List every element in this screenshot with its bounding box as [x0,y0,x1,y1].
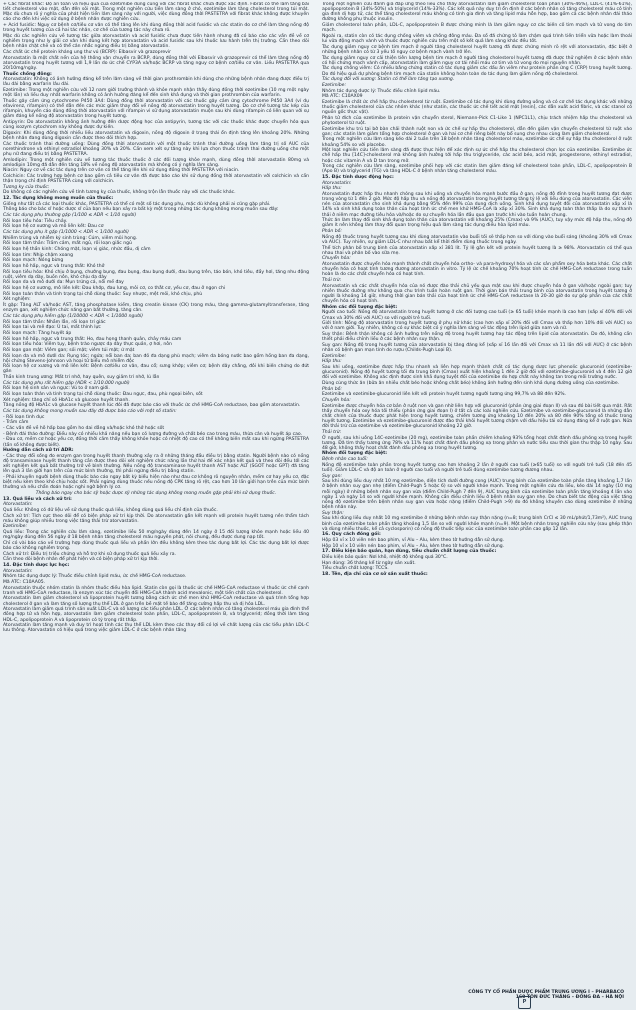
subheading-text: Hấp thu: [322,186,342,192]
paragraph-text: Giảm cholesterol toàn phần, LDL-C, apolipoprotein B được chứng minh là làm giảm nguy cơ các biến cố tim mạch và tử vong do tim mạch. [322,23,632,34]
paragraph-text: - Rối loạn tình dục [3,414,45,420]
paragraph-text: Tác dụng giảm nguy cơ cải thiện tiên lượng bệnh tim mạch ở người tăng cholesterol huyết tương đã được thử nghiệm ở các bệnh nhân có hội chứng mạch vành cấp, atorvastatin làm giảm nguy cơ tái nhồi máu cơ tim và tử vong do mọi nguyên nhân. [322,55,632,66]
subheading-text: Thải trừ: [322,429,342,435]
paragraph-text: Thông báo cho bác sĩ hoặc dược sĩ của bạn nếu bạn xảy ra bất kỳ một trong những tác dụng không mong muốn sau đây: [3,207,279,213]
paragraph-text: Thể tích phân bố trung bình của atorvastatin xấp xỉ 381 lít. Tỷ lệ gắn kết với protein huyết tương là ≥ 98%. Atorvastatin có thể qua nhau thai và phân bố vào sữa mẹ. [322,245,632,256]
paragraph-text: Thần kinh trung ương: Mất trí nhớ, hay quên, suy giảm trí nhớ, lú lẫn [3,375,160,381]
paragraph-text: Tác dụng chống viêm: Có nhiều bằng chứng statin có tác dụng giảm các dấu ấn viêm như protein phản ứng C (CRP) trong huyết tương. Do đó hiệu quả dự phòng bệnh tim mạch của statin không hoàn toàn do tác dụng làm giảm nồng độ cholesterol. [322,66,632,77]
paragraph-text: Ezetimibe và ezetimibe-glucuronid liên kết với protein huyết tương người tương ứng 99,7% và 88 đến 92%. [322,392,567,398]
paragraph-text: Điều kiện bảo quản: Nơi khô, nhiệt độ không quá 30°C. [322,554,448,560]
paragraph-text: Rối loạn hệ cơ xương và mô liên kết: Bệnh cơ/tiêu cơ vân, đau cổ; sưng khớp; viêm cơ; bệnh dây chằng, đôi khi biến chứng do đứt gân [3,364,309,375]
paragraph-text: Chỉ có vài báo cáo về trường hợp dùng thuốc quá liều và phần lớn đều không kèm theo tác dụng bất lợi. Các tác dụng bất lợi được báo cáo không nghiêm trọng. [3,540,309,551]
paragraph-text: Mã ATC: C10AX09 [322,94,363,100]
subheading-text: Chuyển hóa: [322,256,351,262]
paragraph-text: - Bệnh đái tháo đường: Điều này có nhiều khả năng nếu bạn có lượng đường và chất béo cao trong máu, thừa cân và huyết áp cao. [3,431,303,437]
subheading-text: Các tác dụng phụ hiếm gặp (1/10000 < ADR < 1/1000 người) [3,313,144,319]
paragraph-text: - Các vấn đề về hô hấp bao gồm ho dai dẳng và/hoặc khó thở hoặc sốt [3,426,165,432]
paragraph-text: Atorvastatin được chuyển hóa mạnh thành chất chuyển hóa ortho- và para-hydroxyl hóa và các sản phẩm oxy hóa beta khác. Các chất chuyển hóa có hoạt tính tương đương atorvastatin in vitro. Tỷ lệ ức chế khoảng 70% hoạt tính ức chế HMG-CoA reductase trong tuần hoàn là do các chất chuyển hóa có hoạt tính. [322,262,632,278]
section-heading: 13. Quá liều và cách xử trí: [3,496,72,502]
section-heading: Thuốc chống đông: [3,71,52,77]
subheading-text: Ezetimibe: [3,524,28,530]
paragraph-text: Hạn dùng: 36 tháng kể từ ngày sản xuất. [322,560,416,566]
paragraph-text: Rối loạn hệ thần kinh: Chóng mặt, loạn vị giác, nhức đầu, dị cảm [3,247,151,253]
subheading-text: Các tác dụng phụ ít gặp (1/1000 < ADR < 1/100 người) [3,230,129,236]
subheading-text: Ezetimibe: [322,353,347,359]
paragraph-text: Trong một nghiên cứu lâm sàng kéo dài 2 tuần trên 18 bệnh nhân tăng cholesterol máu, ezetimibe ức chế sự hấp thu cholesterol ở ruột khoảng 54% so với placebo. [322,137,632,148]
subheading-text: Phân bố: [322,229,342,235]
paragraph-text: Rối loạn tâm thần: Nhầm lẫn, rối loạn trí giác [3,319,106,325]
paragraph-text: Thuốc gây cảm ứng cytochrome P450 3A4: Dùng đồng thời atorvastatin với các thuốc gây cảm ứng cytochrome P450 3A4 (ví dụ efavirenz, rifampin) có thể dẫn đến các mức giảm thay đổi về nồng độ atorvastatin trong huyết tương. Do cơ chế tương tác kép của rifampin, khuyến cáo dùng đồng thời atorvastatin với rifampin vì sử dụng atorvastatin muộn sau khi dùng rifampin có liên quan với sự giảm đáng kể nồng độ atorvastatin trong huyết tương. [3,98,309,120]
section-heading: 12. Tác dụng không mong muốn của thuốc: [3,196,114,202]
paragraph-text: - Phải khuyên người bệnh dùng thuốc báo cáo ngay bất kỳ biểu hiện nào như đau cơ không rõ nguyên nhân, mềm cơ hay yếu cơ, đặc biệt nếu kèm theo khó chịu hoặc sốt. Phải ngừng dùng thuốc nếu nồng độ CPK tăng rõ rệt, cao hơn 10 lần giới hạn trên của mức bình thường và nếu chẩn đoán hoặc nghi ngờ bệnh lý cơ. [3,474,309,491]
paragraph-text: Giống như tất cả các loại thuốc khác, PASTETRA có thể có một số tác dụng phụ, mặc dù không phải ai cũng gặp phải. [3,201,271,207]
paragraph-text: Tăng nồng độ HbA1c và glucose huyết thanh lúc đói đã được báo cáo với thuốc ức chế HMG-CoA reductase, bao gồm atorvastatin. [3,403,301,409]
subheading-text: Thông báo ngay cho bác sỹ hoặc dược sỹ những tác dụng không mong muốn gặp phải khi sử dụng thuốc. [35,490,277,496]
paragraph-text: Giới tính: Nồng độ atorvastatin trong huyết tương ở phụ nữ khác (cao hơn xấp xỉ 20% đối với Cmax và thấp hơn 10% đối với AUC) so với ở nam giới. Tuy nhiên, không có sự khác biệt có ý nghĩa lâm sàng về tác động trên lipid giữa nam và nữ. [322,321,632,332]
paragraph-text: Rối loạn hô hấp, ngực và trung thất: Khó thở [3,264,105,269]
paragraph-text: Rối loạn tâm thần: Trầm cảm, mất ngủ, rối loạn giấc ngủ [3,241,132,247]
paragraph-text: Một loạt nghiên cứu tiền lâm sàng đã được thực hiện để xác định sự ức chế hấp thu cholesterol chọn lọc của ezetimibe. Ezetimibe ức chế hấp thu [14C]-cholesterol mà không ảnh hưởng tới hấp thu triglyceride, các acid béo, acid mật, progesterone, ethinyl estradiol, hoặc các vitamin A và D tan trong mỡ. [322,148,632,164]
subheading-text: Atorvastatin: [3,502,33,508]
section-heading: 14. Đặc tính dược lực học: [3,562,70,568]
subheading-text: Atorvastatin: [3,568,33,574]
section-heading: 15. Đặc tính dược động học: [322,175,394,180]
paragraph-text: Atorvastatin làm giảm quá trình sản xuất LDL-C và số lượng các tiểu phân LDL. Ở các bệnh nhân có tăng cholesterol máu gia đình thể đồng hợp tử và hỗn hợp, atorvastatin làm giảm cholesterol toàn phần, LDL-C, apolipoprotein B, và triglycerid; đồng thời làm tăng HDL-C, apolipoprotein A và lipoprotein có tỷ trọng rất thấp. [3,607,309,623]
section-heading: 16. Quy cách đóng gói: [322,532,381,538]
paragraph-text: Rối loạn hệ cơ xương và mô liên kết: Đau cơ [3,224,104,230]
subheading-text: Thải trừ: [322,277,342,283]
paragraph-text: Các thuốc tránh thai đường uống: Dùng đồng thời atorvastatin với một thuốc tránh thai đường uống làm tăng trị số AUC của norethindrone và ethinyl estradiol khoảng 30% và 20%. Cần xem xét sự tăng này khi lựa chọn thuốc tránh thai đường uống cho một phụ nữ đang điều trị bằng PASTETRA. [3,141,309,157]
paragraph-text: Dùng cùng thức ăn (bữa ăn nhiều chất béo hoặc không chất béo) không ảnh hưởng đến sinh khả dụng đường uống của ezetimibe. [322,380,620,386]
paragraph-text: Rối loạn da và mô dưới da: Rụng tóc; ngứa; nổi ban da; ban đỏ đa dạng phù mạch; viêm da bóng nước bao gồm hồng ban đa dạng, hội chứng Stevens-Johnson và hoại tử biểu mô nhiễm độc [3,353,309,364]
paragraph-text: Atorvastatin thuộc nhóm statin là nhóm thuốc điều hòa lipid. Statin còn gọi là thuốc ức chế HMG-CoA reductase vì thuốc ức chế cạnh tranh với HMG-CoA reductase, là enzym xúc tác chuyển đổi HMG-CoA thành acid mevalonic, một tiền chất của cholesterol. [3,585,309,596]
paragraph-text: Rối loạn mạch: Tăng huyết áp [3,330,72,336]
subheading-text: Atorvastatin: [322,180,352,186]
paragraph-text: + Acid fusidic: Nguy cơ bệnh cơ/tiêu cơ vân có thể tăng lên khi dùng đồng thời acid fusidic và các statin do cơ chế làm tăng nồng độ trong huyết tương của cả hai tác nhân, cơ chế của tương tác này chưa rõ. [3,23,309,34]
paragraph-text: Do không có các nghiên cứu về tính tương kỵ của thuốc, không trộn lẫn thuốc này với các thuốc khác. [3,190,236,196]
paragraph-text: Rối loạn mạch: Nóng bừng [3,258,64,264]
manufacturer-footer [322,990,632,1010]
paragraph-text: Tiêu chuẩn chất lượng: TCCS. [322,566,389,572]
paragraph-text: Rối loạn tai và mê đạo: Ù tai, mất thính lực [3,325,101,331]
paragraph-text: - Trầm cảm [3,420,29,426]
paragraph-text: Rối loạn toàn thân và tình trạng tại chỗ dùng thuốc: Đau ngực, đau, phù ngoại biên, sốt [3,392,203,398]
subheading-text: Suy thận: [322,510,344,516]
subheading-text: Các tác dụng phụ thường gặp (1/100 ≤ ADR < 1/10 người) [3,213,137,219]
paragraph-text: + Các fibrat khác: Độ an toàn và hiệu quả của ezetimibe dùng cùng với các fibrat khác chưa được xác định. Fibrat có thể làm tăng bài tiết cholesterol vào mật, dẫn đến sỏi mật. Trong một nghiên cứu tiền lâm sàng ở chó, ezetimibe làm tăng cholesterol trong túi mật. Mặc dù chưa rõ ý nghĩa của phát hiện tiền lâm sàng này với người, việc dùng đồng thời PASTETRA với fibrat khác không được khuyến cáo cho đến khi việc sử dụng ở bệnh nhân được nghiên cứu. [3,2,309,23]
paragraph-text: - Các thay đổi sống đo enzym gan trong huyết thanh thường xảy ra ở những tháng đầu điều trị bằng statin. Người bệnh nào có nồng độ transaminase huyết thanh tăng cần được theo dõi xét nghiệm chức năng lần thứ hai để xác nhận kết quả và theo dõi đều tới các xét nghiệm kết quả bất thường trở về bình thường. Nếu nồng độ transaminase huyết thanh AST hoặc ALT (SGOT hoặc GPT) đã tăng lên quá 3 lần giới hạn trên của mức bình thường, thì phải ngừng điều trị bằng statin. [3,453,309,475]
section-heading: Nhóm đối tượng đặc biệt: [322,451,388,457]
paragraph-text: Mặc dù các nghiên cứu về tương tác giữa atorvastatin và acid fusidic chưa được tiến hành nhưng đã có báo cáo các vấn đề về cơ nghiêm trọng như ly giải cơ vân khi dùng kết hợp atorvastatin và acid fusidic sau khi thuốc lưu hành trên thị trường. Cần theo dõi bệnh nhân chặt chẽ và có thể cân nhắc ngừng điều trị bằng atorvastatin. [3,33,309,50]
paragraph-text: Trong một nghiên cứu đánh giá đáp ứng theo liều cho thấy atorvastatin làm giảm cholesterol toàn phần (30%-46%), LDL-C (41%-61%), apolipoprotein B (34%-50%) và triglycerid (14%-33%). Các kết quả này duy trì ổn định ở các bệnh nhân có tăng cholesterol máu có tính gia đình dị hợp tử, các thể tăng cholesterol máu không có tính gia đình và tăng lipid máu hỗn hợp, bao gồm cả các bệnh nhân đái tháo đường không phụ thuộc insulin. [322,2,632,23]
paragraph-text: Thức ăn làm thay đổi sinh khả dụng toàn thân của atorvastatin với khoảng 25% (Cmax) và 9% (AUC), tuy vậy mức độ hấp thu, nồng độ giảm ít nên không làm thay đổi quan trọng hiệu quả lâm sàng tác dụng điều hòa lipid máu. [322,218,632,229]
paragraph-text: Nồng độ thuốc trong huyết tương sau khi dùng atorvastatin vào buổi tối sẽ thấp hơn so với dùng vào buổi sáng (khoảng 30% với Cmax và AUC). Tuy nhiên, sự giảm LDL-C như nhau bất kể thời điểm dùng thuốc trong ngày. [322,234,632,245]
subheading-text: Ezetimibe: [322,82,347,88]
paragraph-text: Rối loạn tiêu hóa: Tiêu chảy. [3,218,68,224]
right-column [322,2,632,1008]
paragraph-text: Mã ATC: C10AA05. [3,579,46,585]
subheading-text: Các tác dụng phụ rất hiếm gặp (ADR < 1/10.000 người) [3,380,130,386]
paragraph-text: Phân tử đích của ezetimibe là protein vận chuyển sterol, Niemann-Pick C1-Like 1 (NPC1L1), chịu trách nhiệm hấp thu cholesterol và phytosterol từ ruột. [322,115,632,126]
subheading-text: Hấp thu: [322,359,342,365]
section-heading: 17. Điều kiện bảo quản, hạn dùng, tiêu chuẩn chất lượng của thuốc: [322,549,497,555]
section-heading: Nhóm các đối tượng đặc biệt: [322,304,398,310]
paragraph-text: Hộp 03 vỉ x 10 viên nén bao phim, vỉ Alu – Alu, kèm theo tờ hướng dẫn sử dụng. [322,537,505,543]
paragraph-text: Nhóm tác dụng dược lý: Thuốc điều chỉnh lipid máu, ức chế HMG-CoA reductase. [3,574,187,580]
paragraph-text: Suy thận: Bệnh thận không có ảnh hưởng trên nồng độ trong huyết tương hay tác động trên lipid của atorvastatin. Do đó, không cần thiết phải điều chỉnh liều ở các bệnh nhân suy thận. [322,332,632,343]
paragraph-text: Ở người, sau khi uống 14C-ezetimibe (20 mg), ezetimibe toàn phần chiếm khoảng 93% tổng hoạt chất đánh dấu phóng xạ trong huyết tương. Đã tìm thấy tương ứng 78% và 11% hoạt chất đánh dấu phóng xạ trong phân và nước tiểu sau thời gian thu thập 10 ngày. Sau 48 giờ, không thấy hoạt chất đánh dấu phóng xạ trong huyết tương. [322,435,632,451]
paragraph-text: Rối loạn hô hấp, ngực và trung thất: Ho, đau họng thanh quản, chảy máu cam [3,336,182,342]
paragraph-text: Atorvastatin làm tăng mạnh và duy trì hoạt tính các thụ thể LDL kèm theo các thay đổi có lợi về chất lượng của các tiểu phân LDL-C lưu thông. Atorvastatin có hiệu quả trong việc giảm LDL-C ở các bệnh nhân tăng [3,623,309,634]
left-column [3,2,309,1008]
paragraph-text: Ngoài ra, statin còn có tác dụng chống viêm và chống đông máu. Đa số đã chứng tỏ làm chậm quá trình tiến triển vữa hoặc làm thoái lui vữa động mạch vành và thuốc được nghiên cứu trên một số kết quả lâm sàng khác đều tốt. [322,33,632,45]
section-heading: Hướng dẫn cách xử trí ADR: [3,448,74,454]
paragraph-text: Rối loạn hệ cơ xương, mô liên kết: Đau khớp, đau lưng, mỏi cơ, co thắt cơ, yếu cơ, đau ở ngọn chi [3,286,226,292]
paragraph-text: Xét nghiệm: [3,297,31,303]
paragraph-text: Nhóm tác dụng dược lý: Thuốc điều chỉnh lipid máu. [322,88,441,94]
paragraph-text: Atorvastatin và các chất chuyển hóa của nó được đào thải chủ yếu qua mật sau khi được chuyển hóa ở gan và/hoặc ngoài gan; tuy nhiên thuốc dường như không qua chu trình tuần hoàn ruột gan. Thời gian bán thải trung bình của atorvastatin trong huyết tương ở người là khoảng 14 giờ, nhưng thời gian bán thải của hoạt tính ức chế HMG-CoA reductase là 20-30 giờ do sự góp phần của các chất chuyển hóa có hoạt tính. [322,283,632,305]
paragraph-text: Suy gan: Nồng độ trong huyết tương của atorvastatin bị tăng đáng kể (xấp xỉ 16 lần đối với Cmax và 11 lần đối với AUC) ở các bệnh nhân có bệnh gan mạn tính do rượu (Childs-Pugh Loại B). [322,342,632,353]
section-heading: 18. Tên, địa chỉ của cơ sở sản xuất thuốc: [322,571,428,577]
paragraph-text: Quá liều: Trong các nghiên cứu lâm sàng, ezetimibe liều 50 mg/ngày dùng đến 14 ngày ở 15 đối tượng khỏe mạnh hoặc liều 40 mg/ngày dùng đến 56 ngày ở 18 bệnh nhân tăng cholesterol máu nguyên phát, nói chung, đều được dung nạp tốt. [3,530,309,541]
paragraph-text: Rối loạn hệ sinh sản và ngực: Vú to ở nam giới. [3,386,110,392]
paragraph-text: Ezetimibe được chuyển hóa cơ bản ở ruột non và gan nhờ liên hợp với glucuronid (phản ứng giai đoạn II) và sau đó bài tiết qua mật. Rất thấy chuyển hóa oxy hóa tối thiểu (phản ứng giai đoạn I) ở tất cả các loài nghiên cứu. Ezetimibe và ezetimibe-glucuronid là những dẫn chất chính của thuốc được phát hiện trong huyết tương, chiếm tương ứng khoảng 10 đến 20% và 80 đến 90% tổng số thuốc trong huyết tương. Ezetimibe và ezetimibe-glucuronid được đào thải khỏi huyết tương chậm với dấu hiệu tái sử dụng đáng kể ở ruột gan. Nửa đời thải trừ của ezetimibe và ezetimibe-glucuronid khoảng 22 giờ. [322,403,632,430]
manufacturer-name: CÔNG TY CỔ PHẦN DƯỢC PHẨM TRUNG ƯƠNG I – PHARBACO [468,990,624,995]
paragraph-text: Sau khi dùng liều duy nhất 10 mg ezetimibe ở những bệnh nhân suy thận nặng (n=8; trung bình CrCl ≤ 30 mL/phút/1,73m²), AUC trung bình của ezetimibe toàn phần tăng khoảng 1,5 lần so với người khỏe mạnh (n=9). Một bệnh nhân trong nghiên cứu này (sau ghép thận và dùng nhiều thuốc, kể cả cyclosporin) có nồng độ thuốc tiếp xúc của ezetimibe toàn phần cao gấp 12 lần. [322,516,632,532]
paragraph-text: Rối loạn tiêu hóa: Khó chịu ở bụng, chướng bụng, đau bụng, đau bụng dưới, đau bụng trên, táo bón, khó tiêu, đầy hơi, tăng nhu động ruột, viêm dạ dày, buồn nôn, khó chịu dạ dày [3,269,309,280]
paragraph-text: Ít gặp: Tăng ALT và/hoặc AST, tăng phosphatase kiềm, tăng creatin kinase (CK) trong máu, tăng gamma-glutamyltransferase, tăng enzym gan, xét nghiệm chức năng gan bất thường, tăng cân. [3,303,309,314]
paragraph-text: Atorvastatin là một chất nền của hệ thống vận chuyển ra BCRP, dùng đồng thời với Elbasvir và grazoprevir có thể làm tăng nồng độ atorvastatin trong huyết tương với 1,9 lần do ức chế CYP3A và/hoặc BCRP và tăng nguy cơ bệnh cơ/tiêu cơ vân. Liều PASTETRA qua 20/10mg/ngày. [3,55,309,71]
paragraph-text: Ezetimibe: Trong một nghiên cứu với 12 nam giới trưởng thành và khỏe mạnh nhận thấy dùng đồng thời ezetimibe (10 mg một ngày một lần) và liều duy nhất warfarin không có ảnh hưởng đáng kể đến sinh khả dụng và thời gian prothrombin của warfarin. [3,88,309,99]
pharbaco-logo-icon: P [518,996,531,1009]
paragraph-text: Nhiễm trùng và nhiễm ký sinh trùng: Cúm, viêm mũi họng. [3,235,138,241]
paragraph-text: Hộp 10 vỉ x 10 viên nén bao phim, vỉ Alu – Alu, kèm theo tờ hướng dẫn sử dụng. [322,543,505,549]
paragraph-text: Cần theo dõi bệnh nhân để phát hiện và có biện pháp xử trí kịp thời. [3,557,159,563]
paragraph-text: Cách xử trí: Tích cực theo dõi để có biện pháp xử trí kịp thời. Do atorvastatin gắn kết mạnh với protein huyết tương nên thẩm tách máu không giúp nhiều trong việc tăng thải trừ atorvastatin. [3,513,309,524]
paragraph-text: Rối loạn tiêu hóa: Viêm tụy, bệnh trào ngược dạ dày thực quản, ợ hơi, nôn [3,342,172,348]
paragraph-text: Trong các nghiên cứu lâm sàng, ezetimibe phối hợp với các statin làm giảm đáng kể cholesterol toàn phần, LDL-C, apolipoprotein B (Apo B) và triglycerid (TG) và tăng HDL-C ở bệnh nhân tăng cholesterol máu. [322,164,632,175]
paragraph-text: - Đau cơ, mềm cơ hoặc yếu cơ, đồng thời cảm thấy không khỏe hoặc có nhiệt độ cao có thể không biến mất sau khi ngừng PASTETRA (tần số không được biết). [3,437,309,448]
paragraph-text: Sau khi dùng liều duy nhất 10 mg ezetimibe, diện tích dưới đường cong (AUC) trung bình của ezetimibe toàn phần tăng khoảng 1,7 lần ở bệnh nhân suy gan nhẹ (điểm Child-Pugh 5 hoặc 6) so với người khỏe mạnh. Trong một nghiên cứu đa liều, kéo dài 14 ngày (10 mg mỗi ngày) ở những bệnh nhân suy gan vừa (điểm Child-Pugh 7 đến 9), AUC trung bình của ezetimibe toàn phần tăng khoảng 4 lần vào ngày 1 và ngày 14 so với người khỏe mạnh. Không cần điều chỉnh liều ở bệnh nhân suy gan nhẹ. Do chưa biết tác động của việc tăng nồng độ ezetimibe trên bệnh nhân suy gan vừa hoặc nặng (điểm Child-Pugh >9) do đó không khuyến cáo dùng ezetimibe ở những bệnh nhân này. [322,479,632,511]
paragraph-text: Tác dụng giảm nguy cơ bệnh tim mạch ở người tăng cholesterol huyết tương đã được chứng minh rõ rệt với atorvastatin, đặc biệt ở những bệnh nhân có từ 3 yếu tố nguy cơ bệnh mạch vành trở lên. [322,44,632,55]
paragraph-text: Cách xử trí: Điều trị triệu chứng và hỗ trợ khi sử dụng thuốc quá liều xảy ra. [3,551,176,557]
paragraph-text: Atorvastatin: Không có ảnh hưởng đáng kể trên lâm sàng về thời gian prothrombin khi dùng cho những bệnh nhân đang được điều trị lâu dài bằng warfarin lâu dài. [3,77,309,88]
paragraph-text: Rối loạn da và mô dưới da: Mụn trứng cá, nổi mề đay [3,280,124,286]
paragraph-text: Ezetimibe là chất ức chế hấp thu cholesterol từ ruột. Ezetimibe có tác dụng khi dùng đường uống và có cơ chế tác dụng khác với những thuốc giảm cholesterol của các nhóm khác (như statin, các thuốc ức chế tiết acid mật [resin], các dẫn xuất acid fibric, và các stanol có nguồn gốc thực vật). [322,99,632,116]
paragraph-text: Rối loạn gan mật: Viêm gan; sỏi mật; viêm túi mật; ứ mật [3,347,135,353]
paragraph-text: Antipyrin: Do atorvastatin không ảnh hưởng đến dược động học của antipyrin, tương tác với các thuốc khác được chuyển hóa qua cùng isozym cytochrom này không được dự kiến. [3,119,309,131]
paragraph-text: Atorvastatin được hấp thu nhanh chóng sau khi uống và chuyển hóa mạnh bước đầu ở gan, nồng độ đỉnh trong huyết tương đạt được trong vòng từ 1 đến 2 giờ. Mức độ hấp thu và nồng độ atorvastatin trong huyết tương tăng tỷ lệ với liều dùng của atorvastatin. Các viên nén của atorvastatin cho sinh khả dụng bằng 95% đến 99% của dung dịch uống. Sinh khả dụng tuyệt đối của atorvastatin xấp xỉ là 14% và sinh khả dụng toàn thân của hoạt tính ức chế men khử HMG-CoA là xấp xỉ 30%. Sinh khả dụng toàn thân thấp là do sự thanh thải ở niêm mạc đường tiêu hóa và/hoặc do sự chuyển hóa lần đầu qua gan trước khi vào tuần hoàn chung. [322,191,632,218]
paragraph-text: Xét nghiệm: tăng chỉ số HbA1c và glucose huyết thanh. [3,397,130,403]
paragraph-text: Rối loạn toàn thân và tình trạng tại chỗ dùng thuốc: Suy nhược, mệt mỏi, khó chịu, phù [3,291,203,297]
subheading-text: Các tác dụng không mong muốn sau đây đã được báo cáo với một số statin: [3,409,177,415]
paragraph-text: Các chất ức chế protein kháng ung thư vú (BCRP): Elbasvir và grazoprevir [3,49,171,55]
paragraph-text: Ezetimibe khu trú tại bờ bàn chải thành ruột non và ức chế sự hấp thu cholesterol, dẫn đến giảm vận chuyển cholesterol từ ruột vào gan; các statin làm giảm tổng hợp cholesterol ở gan và hai cơ chế riêng biệt này bổ sung cho nhau cùng làm giảm cholesterol. [322,126,632,137]
paragraph-text: Niacin: Nguy cơ về các tác dụng trên cơ vân có thể tăng lên khi sử dụng đồng thời PASTETRA với niacin. [3,168,240,174]
paragraph-text: Colchicin: Các trường hợp bệnh cơ bao gồm cả tiêu cơ vân đã được báo cáo khi sử dụng đồng thời atorvastatin với colchicin và cần thận trọng chỉ định PASTETRA cùng với colchicin. [3,174,309,185]
paragraph-text: Người cao tuổi: Nồng độ atorvastatin trong huyết tương ở các đối tượng cao tuổi (≥ 65 tuổi) khỏe mạnh là cao hơn (xấp xỉ 40% đối với Cmax và 30% đối với AUC) so với người trẻ tuổi. [322,310,632,321]
paragraph-text: Quá liều: Không có dữ liệu về sử dụng thuốc quá liều, không dùng quá liều chỉ định của thuốc. [3,507,218,513]
subheading-text: Suy gan: [322,473,342,479]
paragraph-text: Sau khi uống, ezetimibe được hấp thu nhanh và liên hợp mạnh thành chất có tác dụng dược lực phenolic glucuronid (ezetimibe-glucuronid). Nồng độ huyết tương tối đa trung bình (Cmax) xuất hiện khoảng 1 đến 2 giờ đối với ezetimibe-glucuronid và 4 đến 12 giờ đối với ezetimibe. Không xác định được sinh khả dụng tuyệt đối của ezetimibe do hợp chất này không tan trong môi trường nước. [322,364,632,381]
paragraph-text: Amlodipin: Trong một nghiên cứu về tương tác thuốc thuốc ở các đối tượng khỏe mạnh, dùng đồng thời atorvastatin 80mg và amlodipin 10mg đã dẫn đến tăng 18% về nồng độ atorvastatin mà không có ý nghĩa lâm sàng. [3,157,309,168]
paragraph-text: Rối loạn tim: Nhịp chậm xoang [3,252,74,258]
paragraph-text: Nồng độ ezetimibe toàn phần trong huyết tương cao hơn khoảng 2 lần ở người cao tuổi (≥65 tuổi) so với người trẻ tuổi (18 đến 45 tuổi). Giảm LDL-C và độ an toàn ở người cao tuổi và người trẻ tuổi dùng ezetimibe tương đương nhau. [322,462,632,473]
subheading-text: Chuyển hóa: [322,397,351,403]
subheading-text: Tác dụng đối với xương: Statin có thể làm tăng tạo xương. [322,77,455,83]
manufacturer-address: 160 TÔN ĐỨC THẮNG – ĐỐNG ĐA – HÀ NỘI [515,995,624,1001]
subheading-text: Tương kỵ của thuốc: [3,184,50,190]
subheading-text: Bệnh nhân cao tuổi: [322,457,368,463]
subheading-text: Phân bố: [322,386,342,392]
paragraph-text: Atorvastatin làm giảm cholesterol và lipoprotein huyết tương bằng cách ức chế men khử HMG-CoA reductase và quá trình tổng hợp cholesterol ở gan và làm tăng số lượng thụ thể LDL ở gan trên bề mặt tế bào để tăng cường hấp thu và dị hóa LDL. [3,596,309,607]
paragraph-text: Digoxin: Khi dùng đồng thời nhiều liều atorvastatin và digoxin, nồng độ digoxin ở trạng thái ổn định tăng lên khoảng 20%. Những bệnh nhân đang dùng digoxin cần được theo dõi thích hợp. [3,130,309,141]
